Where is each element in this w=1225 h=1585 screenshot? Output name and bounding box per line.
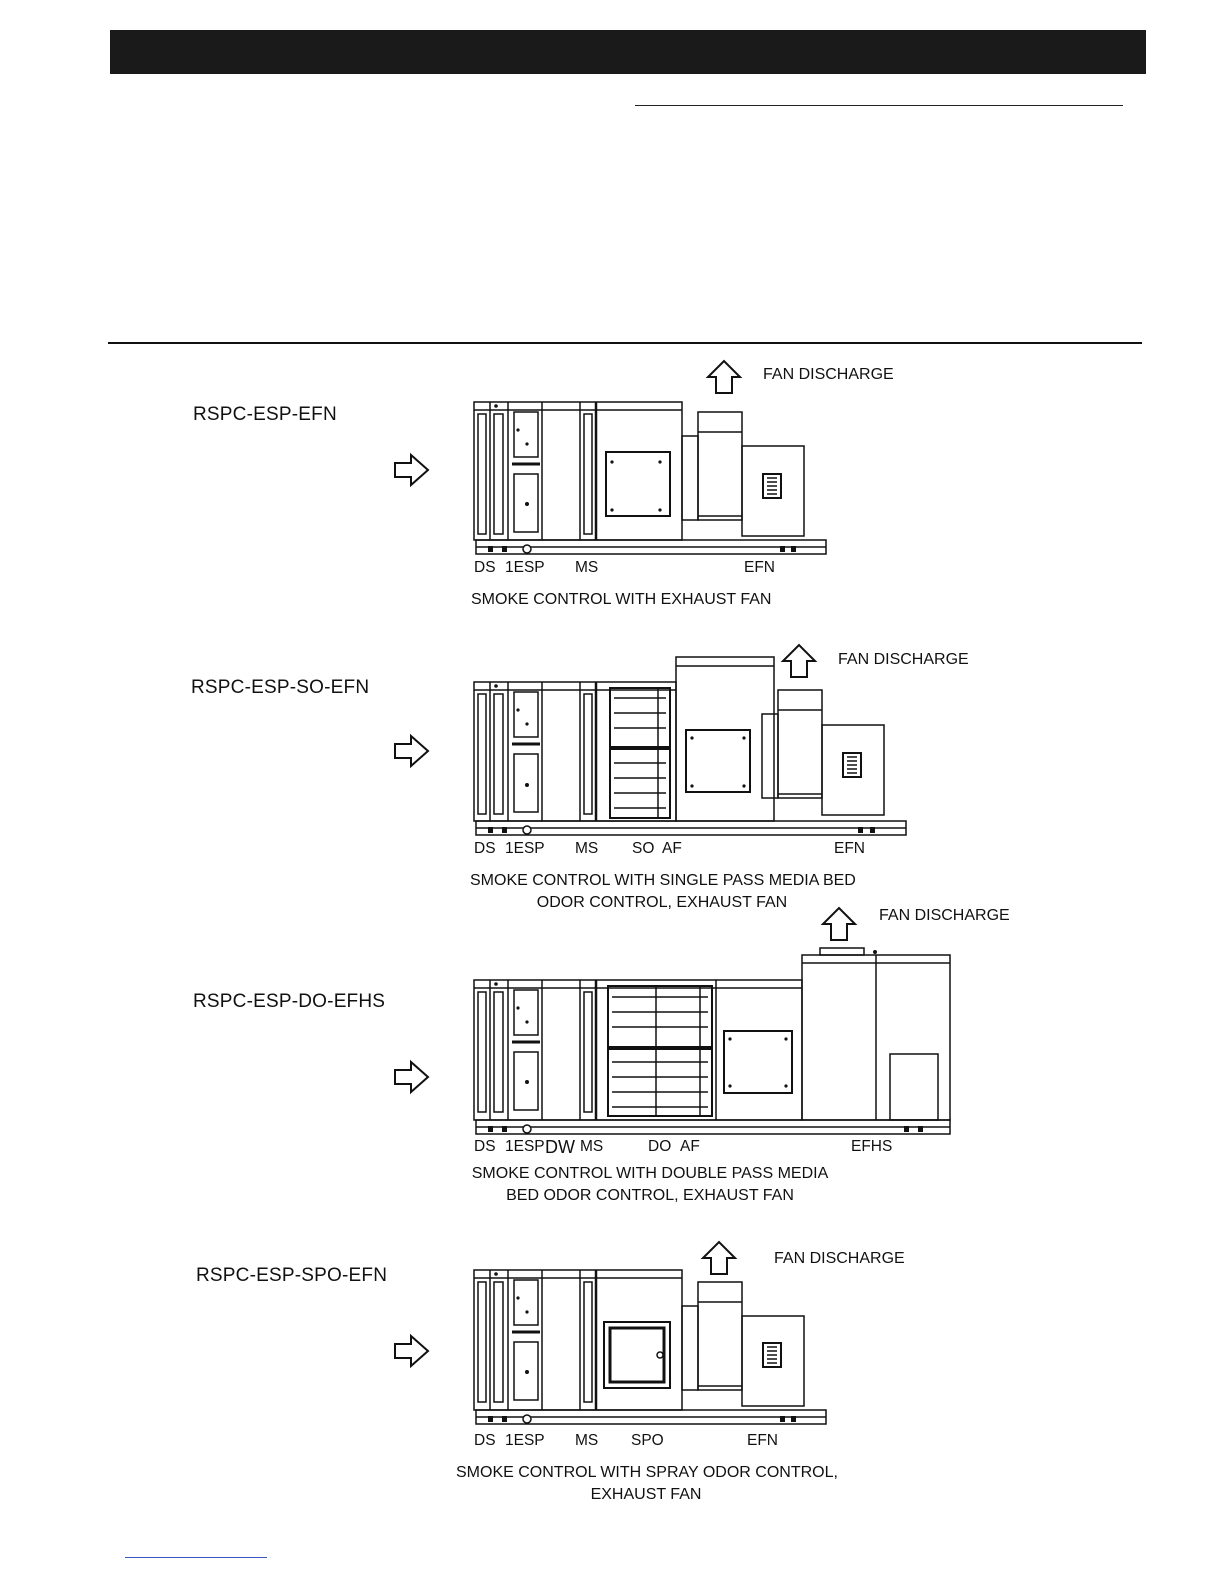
airflow-arrow-icon: [393, 1333, 431, 1369]
component-code: DO: [648, 1138, 672, 1155]
component-code: AF: [662, 840, 682, 857]
component-code: 1ESP: [505, 559, 545, 576]
component-code: AF: [680, 1138, 700, 1155]
component-code: MS: [575, 840, 599, 857]
component-code: 1ESP: [505, 1138, 545, 1155]
component-code: DS: [474, 1138, 496, 1155]
model-name: RSPC-ESP-EFN: [193, 404, 337, 425]
component-code: MS: [575, 559, 599, 576]
airflow-arrow-icon: [393, 452, 431, 488]
unit-description: [470, 1163, 830, 1207]
description-line: ODOR CONTROL, EXHAUST FAN: [536, 894, 788, 911]
description-line: SMOKE CONTROL WITH DOUBLE PASS MEDIA: [471, 1165, 829, 1182]
component-code: MS: [580, 1138, 604, 1155]
component-code: EFN: [747, 1432, 778, 1449]
model-name: RSPC-ESP-DO-EFHS: [193, 991, 386, 1012]
component-code: 1ESP: [505, 1432, 545, 1449]
footer-link-rule: [125, 1557, 267, 1558]
description-line: SMOKE CONTROL WITH EXHAUST FAN: [471, 591, 772, 608]
description-line: BED ODOR CONTROL, EXHAUST FAN: [506, 1187, 794, 1204]
model-name: RSPC-ESP-SPO-EFN: [196, 1265, 388, 1286]
component-code: DS: [474, 559, 496, 576]
fan-discharge-arrow-icon: [700, 1240, 738, 1276]
fan-discharge-label: FAN DISCHARGE: [763, 366, 894, 383]
component-code: DW: [545, 1137, 575, 1157]
component-code: EFHS: [851, 1138, 893, 1155]
fan-discharge-label: FAN DISCHARGE: [838, 651, 969, 668]
description-line: SMOKE CONTROL WITH SINGLE PASS MEDIA BED: [470, 872, 856, 889]
header-bar: [110, 30, 1146, 74]
component-code: DS: [474, 1432, 496, 1449]
component-code: EFN: [834, 840, 865, 857]
model-name: RSPC-ESP-SO-EFN: [191, 677, 370, 698]
description-line: EXHAUST FAN: [590, 1486, 702, 1503]
fan-discharge-arrow-icon: [705, 359, 743, 395]
section-divider: [108, 342, 1142, 344]
component-code: SO: [632, 840, 655, 857]
fan-discharge-arrow-icon: [780, 643, 818, 679]
top-rule: [635, 105, 1123, 106]
airflow-arrow-icon: [393, 1059, 431, 1095]
component-code: MS: [575, 1432, 599, 1449]
component-code: EFN: [744, 559, 775, 576]
component-code: DS: [474, 840, 496, 857]
component-code: SPO: [631, 1432, 664, 1449]
unit-description: [471, 589, 772, 611]
description-line: SMOKE CONTROL WITH SPRAY ODOR CONTROL,: [456, 1464, 838, 1481]
fan-discharge-label: FAN DISCHARGE: [879, 907, 1010, 924]
unit-description: [470, 870, 854, 914]
fan-discharge-arrow-icon: [820, 906, 858, 942]
airflow-arrow-icon: [393, 733, 431, 769]
component-code: 1ESP: [505, 840, 545, 857]
fan-discharge-label: FAN DISCHARGE: [774, 1250, 905, 1267]
unit-description: [456, 1462, 836, 1506]
